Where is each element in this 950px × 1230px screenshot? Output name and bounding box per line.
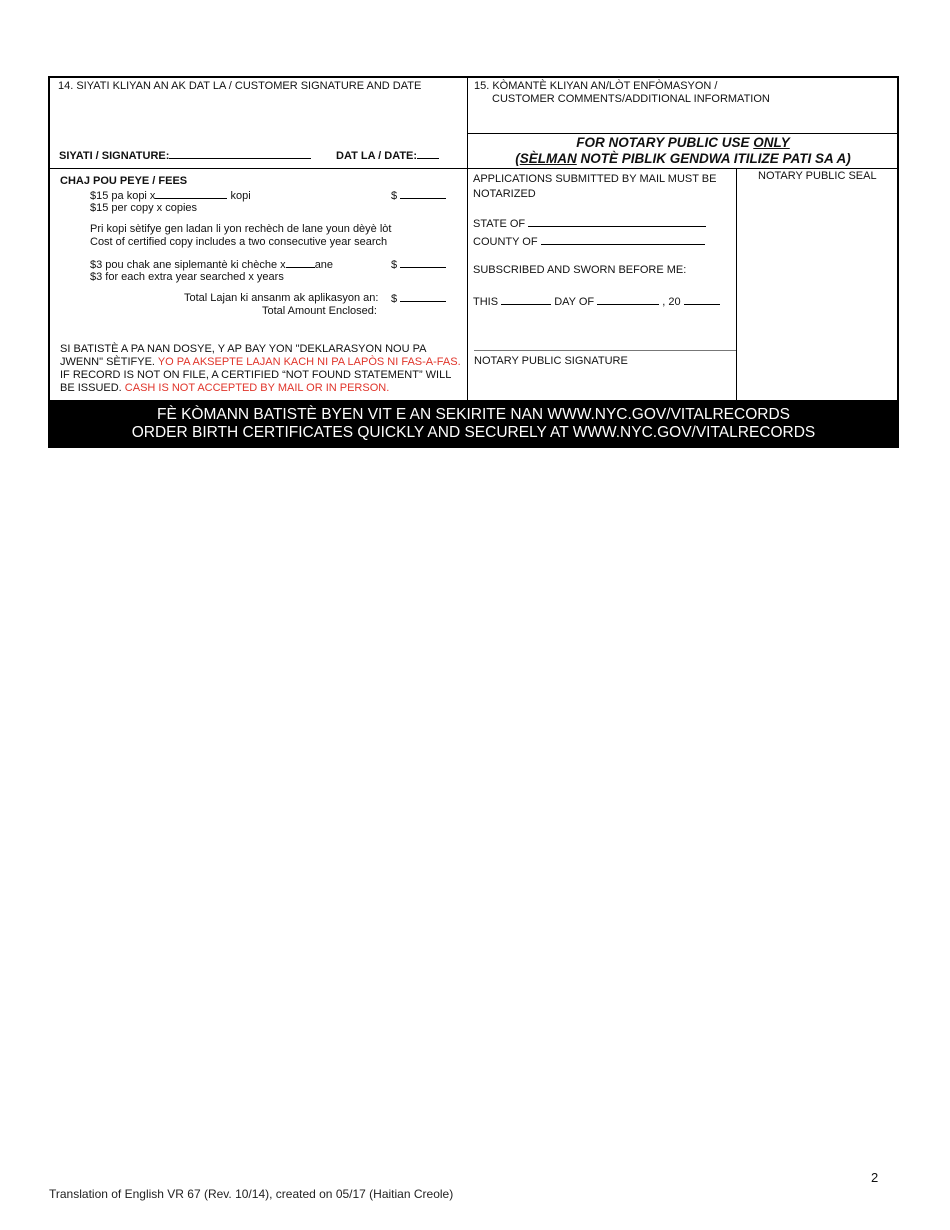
banner-line2: ORDER BIRTH CERTIFICATES QUICKLY AND SECURELY AT WWW.NYC.GOV/VITALRECORDS: [131, 424, 816, 441]
form-table: [48, 76, 899, 448]
state-of-label: [473, 217, 706, 231]
county-of-input[interactable]: [541, 235, 705, 245]
fees-dollar-1: [391, 189, 446, 203]
copies-input[interactable]: [155, 189, 227, 199]
notary-header-line2: [469, 151, 897, 167]
state-of-input[interactable]: [528, 217, 706, 227]
notice-line4: [60, 382, 389, 395]
years-input[interactable]: [286, 258, 315, 268]
year-input[interactable]: [684, 295, 720, 305]
fees-line2-en: Cost of certified copy includes a two consecutive year search: [90, 236, 388, 248]
copies-amount-input[interactable]: [400, 189, 446, 199]
day-of-text: DAY OF: [554, 296, 595, 308]
fees-line2-ht: Pri kopi sètifye gen ladan li yon rechèch de lane youn dèyè lòt: [90, 223, 392, 235]
notice-line4-red: CASH IS NOT ACCEPTED BY MAIL OR IN PERSON.: [124, 382, 390, 394]
notary-header-open: (: [515, 151, 520, 166]
fees-line3-en: $3 for each extra year searched x years: [90, 271, 284, 283]
notice-line1: SI BATISTÈ A PA NAN DOSYE, Y AP BAY YON "DEKLARASYON NOU PA: [60, 343, 427, 355]
date-label-text: DAT LA / DATE:: [336, 150, 418, 162]
notary-seal-label: NOTARY PUBLIC SEAL: [758, 170, 877, 182]
this-input[interactable]: [501, 295, 551, 305]
dollar-sign-3: $: [391, 293, 398, 305]
date-label: [336, 149, 439, 163]
notice-line4-a: BE ISSUED.: [60, 382, 125, 394]
total-amount-input[interactable]: [400, 292, 446, 302]
fees-line3-ht-a: $3 pou chak ane siplemantè ki chèche x: [90, 259, 286, 271]
county-of-label: [473, 235, 705, 249]
notary-top-rule: [468, 133, 897, 134]
sworn-label: SUBSCRIBED AND SWORN BEFORE ME:: [473, 264, 687, 276]
row-divider: [50, 168, 897, 169]
signature-label-text: SIYATI / SIGNATURE:: [59, 150, 170, 162]
fees-dollar-2: [391, 258, 446, 272]
fees-line1-ht-b: kopi: [230, 190, 251, 202]
fees-line3-ht: [90, 258, 333, 272]
dollar-sign-1: $: [391, 190, 398, 202]
this-day-row: [473, 295, 720, 309]
notice-line2-a: JWENN" SÈTIFYE.: [60, 356, 158, 368]
fees-line1-ht: [90, 189, 251, 203]
notary-mail-line1: APPLICATIONS SUBMITTED BY MAIL MUST BE: [473, 173, 717, 185]
page-number: 2: [871, 1170, 879, 1185]
fees-line1-en: $15 per copy x copies: [90, 202, 198, 214]
notary-mail-line2: NOTARIZED: [473, 188, 536, 200]
notice-line2-red: YO PA AKSEPTE LAJAN KACH NI PA LAPÒS NI FAS-A-FAS.: [157, 356, 461, 368]
notary-header-rest: NOTÈ PIBLIK GENDWA ITILIZE PATI SA A): [576, 151, 851, 166]
notice-line2: [60, 356, 461, 369]
fees-heading: CHAJ POU PEYE / FEES: [60, 175, 188, 187]
seal-divider: [736, 168, 737, 400]
fees-line1-ht-a: $15 pa kopi x: [90, 190, 156, 202]
signature-label: [59, 149, 311, 163]
translation-footer: Translation of English VR 67 (Rev. 10/14), created on 05/17 (Haitian Creole): [49, 1187, 454, 1201]
section14-title: 14. SIYATI KLIYAN AN AK DAT LA / CUSTOMER SIGNATURE AND DATE: [58, 80, 422, 92]
section15-title-line2: CUSTOMER COMMENTS/ADDITIONAL INFORMATION: [492, 93, 770, 105]
notary-signature-rule: [474, 350, 736, 351]
fees-dollar-3: [391, 292, 446, 306]
notary-header-selman: SÈLMAN: [519, 151, 577, 166]
notary-header-line1: [469, 135, 897, 151]
section15-title-line1: 15. KÒMANTÈ KLIYAN AN/LÒT ENFÒMASYON /: [474, 80, 718, 92]
order-banner: [50, 400, 897, 446]
date-line[interactable]: [417, 149, 439, 159]
state-of-text: STATE OF: [473, 218, 526, 230]
notary-header-only: ONLY: [753, 135, 790, 150]
notary-header-prefix: FOR NOTARY PUBLIC USE: [576, 135, 754, 150]
fees-total-en: Total Amount Enclosed:: [262, 305, 377, 317]
fees-total-ht: Total Lajan ki ansanm ak aplikasyon an:: [184, 292, 379, 304]
notice-line3: IF RECORD IS NOT ON FILE, A CERTIFIED “NOT FOUND STATEMENT” WILL: [60, 369, 452, 381]
years-amount-input[interactable]: [400, 258, 446, 268]
county-of-text: COUNTY OF: [473, 236, 538, 248]
banner-line1: FÈ KÒMANN BATISTÈ BYEN VIT E AN SEKIRITE NAN WWW.NYC.GOV/VITALRECORDS: [156, 406, 790, 423]
year-text: , 20: [662, 296, 681, 308]
signature-line[interactable]: [169, 149, 311, 159]
dollar-sign-2: $: [391, 259, 398, 271]
center-divider: [467, 78, 468, 400]
this-text: THIS: [473, 296, 499, 308]
notary-signature-label: NOTARY PUBLIC SIGNATURE: [474, 355, 628, 367]
day-of-input[interactable]: [597, 295, 659, 305]
fees-line3-ht-b: ane: [314, 259, 334, 271]
notary-header: [469, 135, 897, 167]
